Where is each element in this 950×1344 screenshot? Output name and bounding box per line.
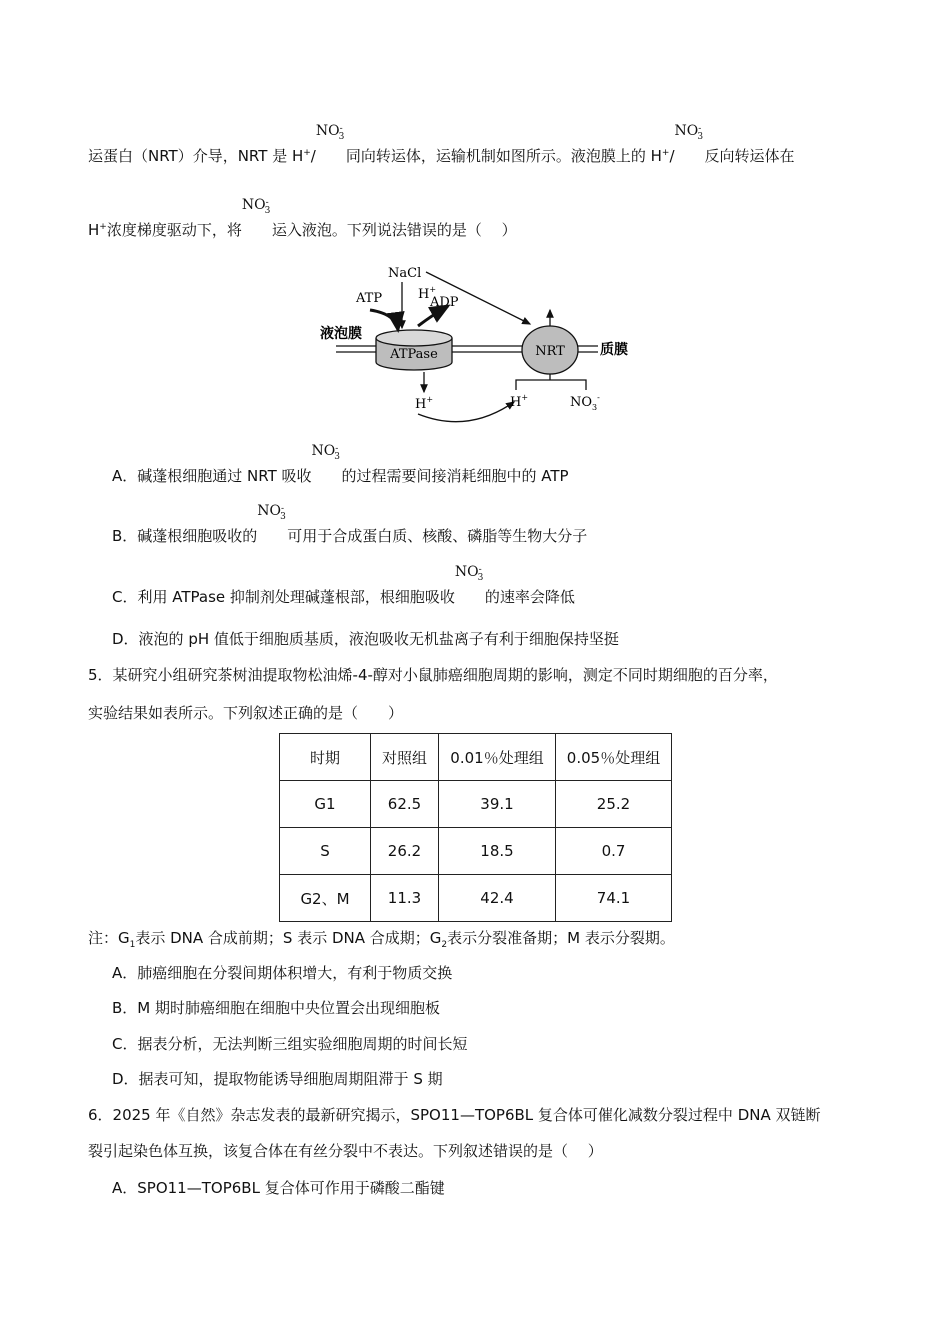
- table-cell: G1: [280, 781, 371, 828]
- table-cell: 25.2: [556, 781, 672, 828]
- q5-stem-line-2: 实验结果如表所示。下列叙述正确的是（ ）: [88, 704, 404, 722]
- h-gradient-arrow: [418, 402, 514, 422]
- atp-label: ATP: [356, 291, 383, 306]
- q4-option-c: C．利用 ATPase 抑制剂处理碱蓬根部，根细胞吸收 $NO^-_3$ 的速率会降低: [112, 564, 575, 606]
- table-row: [280, 781, 672, 828]
- q6-option-a: A．SPO11—TOP6BL 复合体可作用于磷酸二酯键: [112, 1179, 445, 1197]
- table-header-cell: 时期: [280, 734, 371, 781]
- nitrate-formula: $NO^-_3$: [454, 564, 484, 583]
- table-header-cell: 0.05％处理组: [556, 734, 672, 781]
- h-bottom-right-label: H+: [510, 393, 529, 410]
- nrt-bracket: [516, 374, 586, 390]
- q6-stem-line-2: 裂引起染色体互换，该复合体在有丝分裂中不表达。下列叙述错误的是（ ）: [88, 1142, 603, 1160]
- table-row: [280, 875, 672, 922]
- nitrate-formula: $NO^-_3$: [674, 123, 704, 142]
- table-header-cell: 对照组: [371, 734, 439, 781]
- table-cell: 42.4: [439, 875, 556, 922]
- q5-table-note: 注：$G_1$表示 DNA 合成前期；S 表示 DNA 合成期；$G_2$表示分裂准备期；M 表示分裂期。: [88, 929, 675, 950]
- table-cell: G2、M: [280, 875, 371, 922]
- q5-option-c: C．据表分析，无法判断三组实验细胞周期的时间长短: [112, 1035, 468, 1053]
- q4-option-b: B．碱蓬根细胞吸收的 $NO^-_3$ 可用于合成蛋白质、核酸、磷脂等生物大分子: [112, 503, 588, 545]
- h-bottom-left-label: H+: [415, 395, 434, 412]
- plasma-membrane-label: 质膜: [600, 342, 628, 358]
- table-header-row: [280, 734, 672, 781]
- transport-diagram: [318, 262, 638, 432]
- q5-option-d: D．据表可知，提取物能诱导细胞周期阻滞于 S 期: [112, 1070, 443, 1088]
- nitrate-formula: $NO^-_3$: [315, 123, 345, 142]
- nrt-label: NRT: [535, 344, 565, 359]
- q6-stem-line-1: 6．2025 年《自然》杂志发表的最新研究揭示，SPO11—TOP6BL 复合体可催化减数分裂过程中 DNA 双链断: [88, 1106, 821, 1124]
- q5-option-b: B．M 期时肺癌细胞在细胞中央位置会出现细胞板: [112, 999, 441, 1017]
- table-cell: 39.1: [439, 781, 556, 828]
- table-cell: 62.5: [371, 781, 439, 828]
- table-header-cell: 0.01％处理组: [439, 734, 556, 781]
- cell-cycle-table: [279, 733, 672, 922]
- intro-line-2: H+浓度梯度驱动下，将 $NO^-_3$ 运入液泡。下列说法错误的是（ ）: [88, 197, 517, 239]
- table-row: [280, 828, 672, 875]
- table-cell: 74.1: [556, 875, 672, 922]
- q5-stem-line-1: 5．某研究小组研究茶树油提取物松油烯-4-醇对小鼠肺癌细胞周期的影响，测定不同时期细胞的百分率，: [88, 666, 778, 684]
- nitrate-formula: $NO^-_3$: [257, 503, 286, 522]
- no3-bottom-label: $NO_3^-$: [570, 393, 600, 412]
- nitrate-formula: $NO^-_3$: [241, 197, 271, 216]
- q4-option-d: D．液泡的 pH 值低于细胞质基质，液泡吸收无机盐离子有利于细胞保持坚挺: [112, 630, 619, 648]
- table-cell: 11.3: [371, 875, 439, 922]
- h-top-label: H+: [418, 285, 437, 302]
- intro-line-1: 运蛋白（NRT）介导，NRT 是 H+/ $NO^-_3$ 同向转运体，运输机制如图所示。液泡膜上的 H+/ $NO^-_3$ 反向转运体在: [88, 123, 795, 165]
- atp-arrow: [370, 310, 398, 330]
- nitrate-formula: $NO^-_3$: [311, 443, 341, 462]
- table-cell: S: [280, 828, 371, 875]
- nacl-label: NaCl: [388, 266, 422, 281]
- atpase-label: ATPase: [390, 347, 438, 362]
- adp-label: ADP: [430, 295, 459, 310]
- table-cell: 26.2: [371, 828, 439, 875]
- table-cell: 0.7: [556, 828, 672, 875]
- table-cell: 18.5: [439, 828, 556, 875]
- vacuole-membrane-label: 液泡膜: [320, 326, 362, 342]
- q4-option-a: A．碱蓬根细胞通过 NRT 吸收 $NO^-_3$ 的过程需要间接消耗细胞中的 ATP: [112, 443, 569, 485]
- q5-option-a: A．肺癌细胞在分裂间期体积增大，有利于物质交换: [112, 964, 453, 982]
